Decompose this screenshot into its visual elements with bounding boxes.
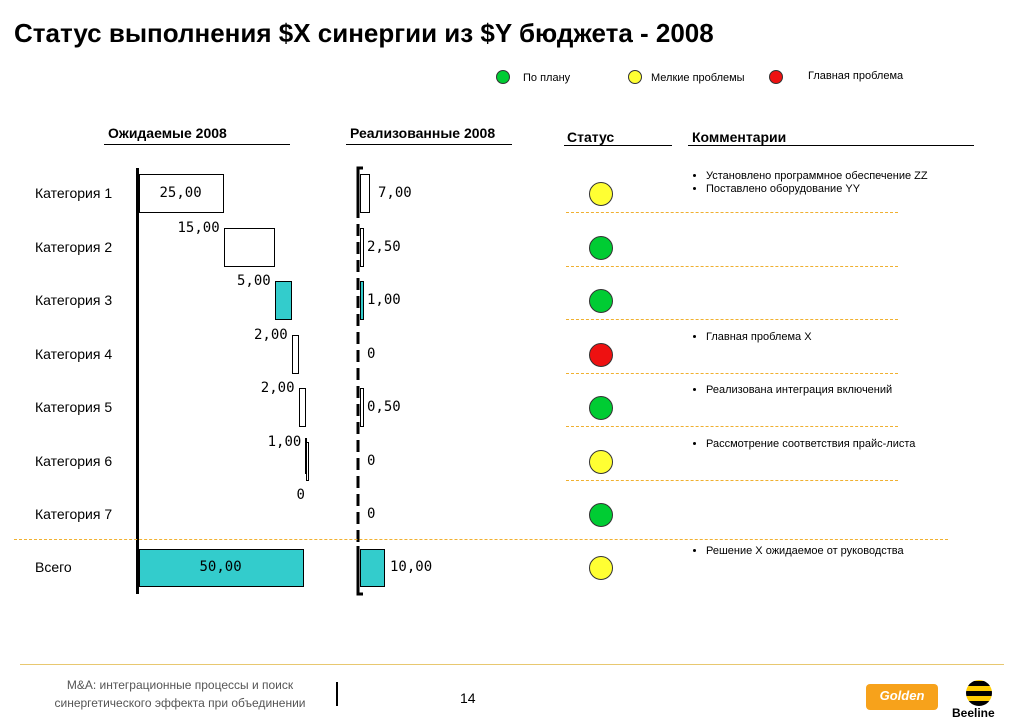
realized-column-header: Реализованные 2008: [350, 125, 496, 141]
comment-item: • Главная проблема X: [706, 331, 952, 344]
comments-header-underline: [688, 145, 974, 146]
comments-4: [692, 331, 952, 344]
expected-bar-4: [292, 335, 299, 374]
footer-caption: [30, 676, 330, 712]
status-header-underline: [564, 145, 672, 146]
legend-on-plan-label: По плану: [523, 72, 571, 84]
comment-item: • Реализована интеграция включений: [706, 384, 952, 397]
status-indicator-3: [589, 289, 613, 313]
category-label-6: Категория 6: [35, 452, 113, 469]
category-label-3: Категория 3: [35, 291, 113, 308]
expected-column-header: Ожидаемые 2008: [108, 125, 227, 141]
legend-on-plan-dot: [496, 70, 510, 84]
realized-value-7: 0: [367, 505, 376, 522]
legend-major-issue-label: Главная проблема: [808, 70, 904, 82]
realized-value-1: 7,00: [378, 184, 412, 201]
expected-value-7: 0: [296, 487, 305, 503]
comment-item: • Рассмотрение соответствия прайс-листа: [706, 438, 952, 451]
row-separator-4: [566, 373, 898, 374]
expected-marker-6: [305, 438, 307, 474]
beeline-logo-icon: [966, 680, 992, 706]
realized-value-2: 2,50: [367, 238, 401, 255]
status-indicator-2: [589, 236, 613, 260]
category-label-5: Категория 5: [35, 398, 113, 415]
status-column-header: Статус: [567, 129, 615, 145]
category-label-4: Категория 4: [35, 345, 113, 362]
expected-value-6: 1,00: [267, 434, 302, 450]
beeline-logo-text: Beeline: [952, 706, 995, 720]
row-separator-2: [566, 266, 898, 267]
status-indicator-5: [589, 396, 613, 420]
realized-value-4: 0: [367, 345, 376, 362]
comments-column-header: Комментарии: [692, 129, 787, 145]
category-label-7: Категория 7: [35, 505, 113, 522]
comment-item: • Установлено программное обеспечение ZZ: [706, 170, 952, 183]
golden-telecom-logo: Golden: [866, 684, 938, 710]
expected-value-2: 15,00: [177, 220, 220, 236]
row-separator-3: [566, 319, 898, 320]
realized-bar-total: [360, 549, 385, 587]
status-indicator-1: [589, 182, 613, 206]
status-indicator-4: [589, 343, 613, 367]
expected-value-3: 5,00: [237, 273, 271, 289]
comments-list-1: [692, 170, 952, 196]
row-separator-1: [566, 212, 898, 213]
comment-item: • Поставлено оборудование YY: [706, 183, 952, 196]
category-label-total: Всего: [35, 559, 72, 575]
comments-1: [692, 170, 952, 196]
comments-list-total: [692, 545, 952, 558]
footer-divider: [20, 664, 1004, 665]
expected-bar-3: [275, 281, 292, 320]
total-separator: [14, 539, 948, 540]
realized-header-underline: [346, 144, 512, 145]
row-separator-5: [566, 426, 898, 427]
expected-value-total: 50,00: [199, 559, 242, 575]
expected-value-4: 2,00: [254, 327, 288, 343]
expected-bar-2: [224, 228, 275, 267]
comments-list-6: [692, 438, 952, 451]
status-indicator-total: [589, 556, 613, 580]
page-number: 14: [460, 690, 476, 706]
realized-bar-5: [360, 388, 364, 427]
comment-item: • Решение X ожидаемое от руководства: [706, 545, 952, 558]
comments-list-4: [692, 331, 952, 344]
realized-value-total: 10,00: [390, 559, 433, 575]
comments-total: [692, 545, 952, 558]
comments-5: [692, 384, 952, 397]
footer-caption-line-1: M&A: интеграционные процессы и поиск: [66, 678, 294, 692]
category-label-2: Категория 2: [35, 238, 113, 255]
expected-header-underline: [104, 144, 290, 145]
realized-bar-2: [360, 228, 364, 267]
legend-major-issue-dot: [769, 70, 783, 84]
realized-bar-3: [360, 281, 364, 320]
realized-value-6: 0: [367, 452, 376, 469]
category-label-1: Категория 1: [35, 184, 113, 201]
realized-value-3: 1,00: [367, 291, 401, 308]
status-indicator-6: [589, 450, 613, 474]
expected-axis: [136, 168, 139, 594]
page-title: Статус выполнения $X синергии из $Y бюджета - 2008: [14, 18, 714, 48]
expected-bar-5: [299, 388, 306, 427]
legend-minor-issues-dot: [628, 70, 642, 84]
comments-6: [692, 438, 952, 451]
expected-value-5: 2,00: [260, 380, 295, 396]
footer-vertical-bar: [336, 682, 338, 706]
legend-minor-issues-label: Мелкие проблемы: [651, 72, 745, 84]
row-separator-6: [566, 480, 898, 481]
status-indicator-7: [589, 503, 613, 527]
expected-value-1: 25,00: [159, 184, 202, 201]
comments-list-5: [692, 384, 952, 397]
realized-bar-1: [360, 174, 370, 213]
realized-value-5: 0,50: [367, 398, 401, 415]
footer-caption-line-2: синергетического эффекта при объединении: [54, 696, 306, 710]
